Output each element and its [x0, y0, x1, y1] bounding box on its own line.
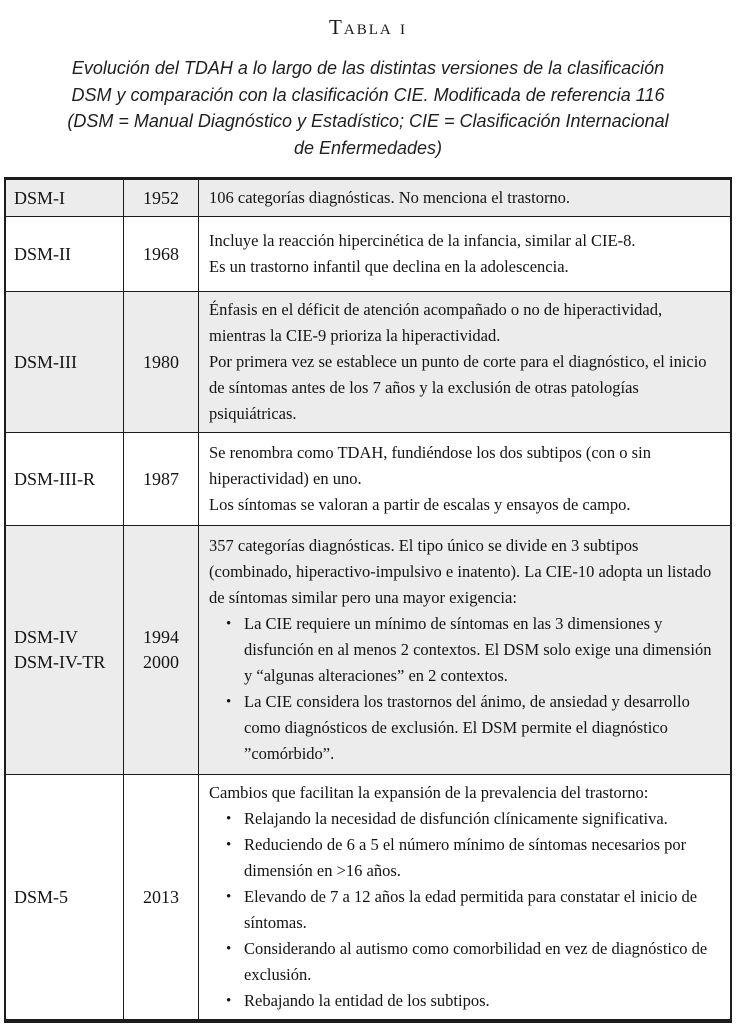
table-caption	[0, 15, 736, 161]
year-value: 2013	[143, 886, 179, 907]
dsm-version-cell	[6, 526, 124, 774]
dsm-evolution-table	[4, 177, 732, 1023]
description-text: 357 categorías diagnósticas. El tipo único se divide en 3 subtipos (combinado, hiperactivo-impulsivo e inatento). La CIE-10 adopta un listado de síntomas similar pero una mayor exigencia:	[209, 536, 712, 607]
bullet-text: Reduciendo de 6 a 5 el número mínimo de síntomas necesarios por dimensión en >16 años.	[244, 835, 687, 880]
dsm-version-label: DSM-I	[14, 187, 66, 208]
bullet-icon: •	[226, 811, 232, 827]
bullet-icon: •	[226, 837, 232, 853]
table-row	[6, 180, 730, 217]
year-cell	[124, 433, 199, 525]
bullet-item	[209, 988, 722, 1014]
caption-subtitle-line: Evolución del TDAH a lo largo de las distintas versiones de la clasificación	[71, 58, 665, 78]
dsm-version-cell	[6, 217, 124, 291]
dsm-version-label: DSM-II	[14, 243, 71, 264]
year-value: 1987	[143, 468, 179, 489]
table-row	[6, 526, 730, 775]
year-cell	[124, 217, 199, 291]
bullet-icon: •	[226, 694, 232, 710]
bullet-text: Relajando la necesidad de disfunción clínicamente significativa.	[244, 809, 668, 828]
dsm-version-label: DSM-III	[14, 351, 77, 372]
description-cell	[199, 217, 730, 291]
description-cell	[199, 180, 730, 216]
document-page	[0, 15, 736, 1026]
bullet-text: Rebajando la entidad de los subtipos.	[244, 991, 490, 1010]
year-cell	[124, 526, 199, 774]
year-value: 1980	[143, 351, 179, 372]
description-text: Cambios que facilitan la expansión de la prevalencia del trastorno:	[209, 783, 649, 802]
year-cell	[124, 180, 199, 216]
description-text: Es un trastorno infantil que declina en la adolescencia.	[209, 257, 569, 276]
description-text: Énfasis en el déficit de atención acompañado o no de hiperactividad, mientras la CIE-9 prioriza la hiperactividad.	[209, 300, 663, 345]
description-text: 106 categorías diagnósticas. No menciona el trastorno.	[209, 188, 571, 207]
bullet-text: La CIE considera los trastornos del ánimo, de ansiedad y desarrollo como diagnósticos de exclusión. El DSM permite el diagnóstico ”comórbido”.	[244, 692, 690, 763]
description-cell	[199, 775, 730, 1019]
dsm-version-label: DSM-5	[14, 886, 69, 907]
dsm-version-cell	[6, 775, 124, 1019]
description-text: Se renombra como TDAH, fundiéndose los dos subtipos (con o sin hiperactividad) en uno.	[209, 443, 651, 488]
year-value: 1994	[143, 627, 179, 647]
dsm-version-label: DSM-IV-TR	[14, 652, 106, 672]
description-cell	[199, 526, 730, 774]
table-row	[6, 217, 730, 292]
year-cell	[124, 292, 199, 432]
description-cell	[199, 292, 730, 432]
bullet-item	[209, 806, 722, 832]
bullet-item	[209, 689, 722, 767]
bullet-item	[209, 884, 722, 936]
bullet-text: Elevando de 7 a 12 años la edad permitida para constatar el inicio de síntomas.	[244, 887, 698, 932]
caption-subtitle-line: DSM y comparación con la clasificación CIE. Modificada de referencia 116	[71, 84, 665, 105]
year-value: 2000	[143, 652, 179, 672]
dsm-version-cell	[6, 433, 124, 525]
table-row	[6, 292, 730, 433]
bullet-item	[209, 611, 722, 689]
dsm-version-label: DSM-IV	[14, 627, 79, 647]
description-cell	[199, 433, 730, 525]
table-row	[6, 433, 730, 526]
bullet-icon: •	[226, 993, 232, 1009]
bullet-icon: •	[226, 941, 232, 957]
dsm-version-cell	[6, 292, 124, 432]
table-caption-subtitle	[0, 55, 736, 161]
dsm-version-cell	[6, 180, 124, 216]
bullet-text: Considerando al autismo como comorbilidad en vez de diagnóstico de exclusión.	[244, 939, 708, 984]
dsm-version-label: DSM-III-R	[14, 468, 95, 489]
caption-subtitle-line: de Enfermedades)	[293, 137, 443, 158]
bullet-icon: •	[226, 889, 232, 905]
caption-subtitle-line: (DSM = Manual Diagnóstico y Estadístico; CIE = Clasificación Internacional	[67, 111, 669, 131]
bullet-item	[209, 832, 722, 884]
year-cell	[124, 775, 199, 1019]
year-value: 1952	[143, 187, 179, 208]
table-caption-title: Tabla i	[329, 15, 407, 39]
description-text: Los síntomas se valoran a partir de escalas y ensayos de campo.	[209, 495, 631, 514]
bullet-icon: •	[226, 616, 232, 632]
description-text: Por primera vez se establece un punto de corte para el diagnóstico, el inicio de síntomas antes de los 7 años y la exclusión de otras patologías psiquiátricas.	[209, 352, 707, 423]
table-row	[6, 775, 730, 1019]
year-value: 1968	[143, 243, 179, 264]
bullet-item	[209, 936, 722, 988]
description-text: Incluye la reacción hipercinética de la infancia, similar al CIE-8.	[209, 231, 636, 250]
bullet-text: La CIE requiere un mínimo de síntomas en las 3 dimensiones y disfunción en al menos 2 contextos. El DSM solo exige una dimensión y “algunas alteraciones” en 2 contextos.	[244, 614, 712, 685]
